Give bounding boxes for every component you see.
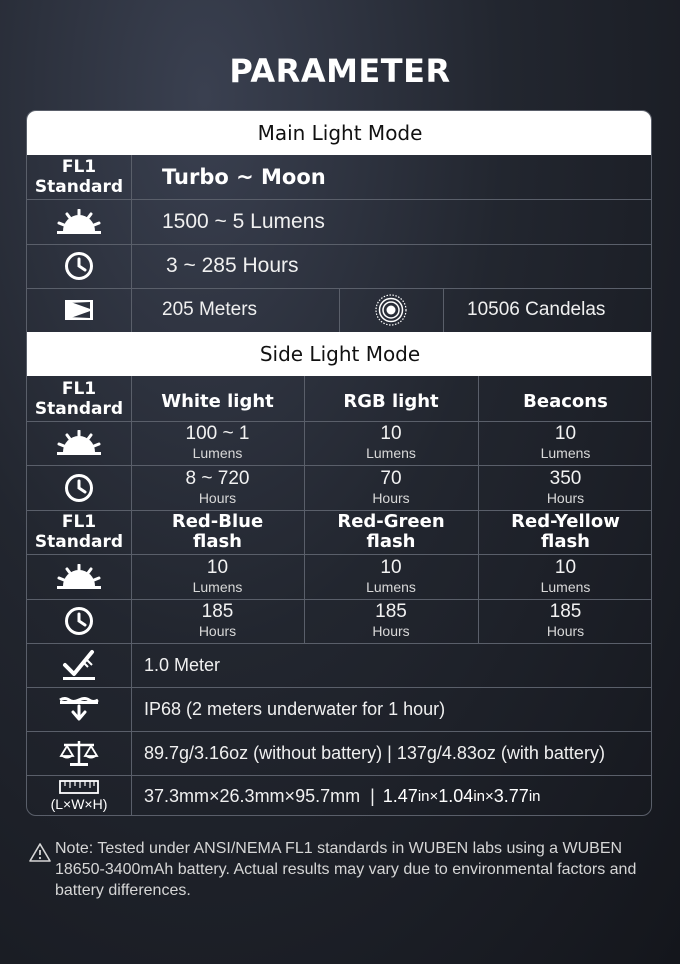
main-throw: 205 Meters — [162, 299, 258, 320]
main-intensity: 10506 Candelas — [467, 299, 606, 320]
waterproof-icon — [27, 687, 131, 731]
main-light-mode-header: Main Light Mode — [27, 111, 652, 155]
dimensions-value: 37.3mm×26.3mm×95.7mm | 1.47 in × 1.04 in × 3.77 in — [144, 785, 541, 806]
clock-icon — [27, 465, 131, 510]
impact-resistance-value: 1.0 Meter — [144, 654, 221, 675]
main-modes: Turbo ~ Moon — [162, 165, 326, 189]
side-light-mode-header: Side Light Mode — [27, 332, 652, 376]
red-green-lumens: 10 Lumens — [366, 556, 416, 595]
beam-distance-icon — [27, 288, 131, 332]
red-yellow-hours: 185 Hours — [546, 601, 585, 639]
warning-icon — [28, 842, 52, 863]
clock-icon — [27, 599, 131, 643]
weight-value: 89.7g/3.16oz (without battery) | 137g/4.83oz (with battery) — [144, 742, 605, 763]
main-lumens: 1500 ~ 5 Lumens — [162, 209, 325, 233]
beacons-hours: 350 Hours — [546, 467, 585, 506]
rgb-light-hours: 70 Hours — [372, 467, 410, 506]
parameter-table — [26, 110, 652, 816]
dimensions-label: (L×W×H) — [50, 796, 108, 812]
fl1-standard-label: FL1 Standard — [34, 157, 124, 197]
red-blue-lumens: 10 Lumens — [192, 556, 243, 595]
weight-scale-icon — [27, 731, 131, 775]
page-title: PARAMETER — [229, 52, 451, 90]
rgb-light-header: RGB light — [343, 390, 439, 412]
waterproof-value: IP68 (2 meters underwater for 1 hour) — [144, 698, 446, 719]
intensity-icon — [339, 288, 443, 332]
dimensions-ruler-icon — [27, 775, 131, 816]
main-runtime: 3 ~ 285 Hours — [166, 254, 299, 277]
rgb-light-lumens: 10 Lumens — [366, 423, 416, 461]
red-blue-hours: 185 Hours — [198, 601, 237, 639]
fl1-standard-label: FL1 Standard — [34, 512, 124, 552]
fl1-standard-label: FL1 Standard — [34, 378, 124, 419]
white-light-hours: 8 ~ 720 Hours — [185, 467, 250, 506]
red-yellow-flash-header: Red-Yellow flash — [511, 511, 620, 552]
white-light-lumens: 100 ~ 1 Lumens — [185, 423, 250, 461]
test-note: Note: Tested under ANSI/NEMA FL1 standards in WUBEN labs using a WUBEN 18650-3400mAh battery. Actual results may vary due to environmental factors and battery differences. — [28, 838, 658, 901]
red-green-hours: 185 Hours — [372, 601, 410, 639]
red-blue-flash-header: Red-Blue flash — [171, 511, 264, 552]
beacons-lumens: 10 Lumens — [540, 423, 591, 461]
beacons-header: Beacons — [523, 390, 608, 412]
impact-resistance-icon — [27, 643, 131, 687]
brightness-icon — [27, 199, 131, 244]
brightness-icon — [27, 554, 131, 599]
red-yellow-lumens: 10 Lumens — [540, 556, 591, 595]
brightness-icon — [27, 421, 131, 465]
white-light-header: White light — [161, 390, 274, 412]
clock-icon — [27, 244, 131, 288]
red-green-flash-header: Red-Green flash — [337, 511, 445, 552]
